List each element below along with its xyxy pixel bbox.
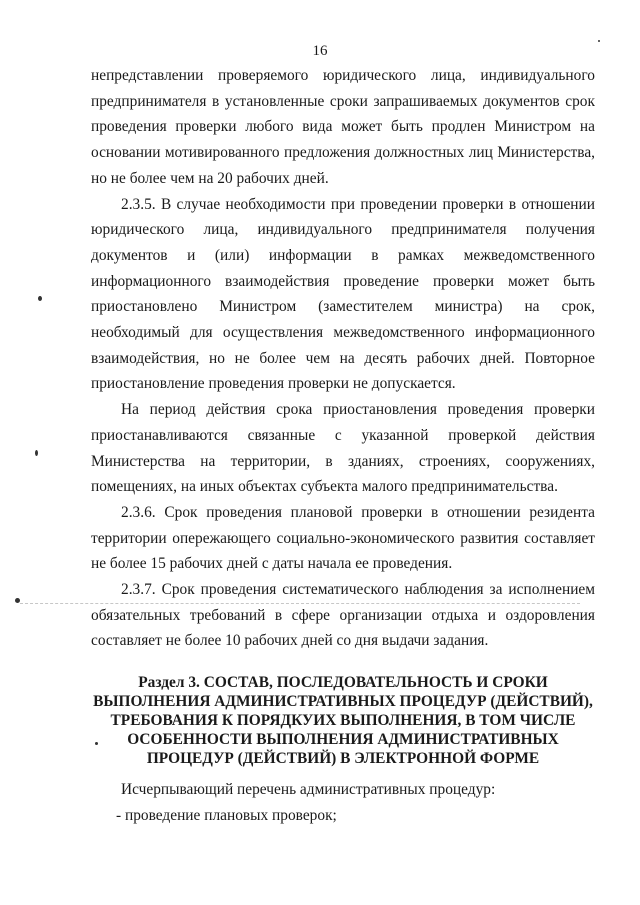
paragraph-suspension-period: На период действия срока приостановления проведения проверки приостанавливаются связанные с указанной проверкой действия Министерства на территории, в зданиях, строениях, сооружениях, помещениях, на иных объектах субъекта малого предпринимательства. [91, 401, 595, 496]
list-intro: Исчерпывающий перечень административных процедур: [121, 781, 496, 798]
section-heading-line: Раздел 3. СОСТАВ, ПОСЛЕДОВАТЕЛЬНОСТЬ И СРОКИ [138, 674, 548, 691]
scan-artifact-line [20, 603, 580, 604]
scan-speck [35, 450, 38, 456]
page-number: 16 [312, 43, 328, 59]
section-heading [91, 673, 595, 768]
section-heading-line: ВЫПОЛНЕНИЯ АДМИНИСТРАТИВНЫХ ПРОЦЕДУР (ДЕЙСТВИЙ), [93, 693, 593, 710]
section-heading-line: ТРЕБОВАНИЯ К ПОРЯДКУИХ ВЫПОЛНЕНИЯ, В ТОМ ЧИСЛЕ [110, 712, 576, 729]
paragraph-continuation: непредставлении проверяемого юридического лица, индивидуального предпринимателя в установленные сроки запрашиваемых документов срок проведения проверки любого вида может быть продлен Министром на основании мотивированного предложения должностных лиц Министерства, но не более чем на 20 рабочих дней. [91, 67, 595, 187]
paragraph-2-3-5: 2.3.5. В случае необходимости при проведении проверки в отношении юридического лица, индивидуального предпринимателя получения документов и (или) информации в рамках межведомственного информационного взаимодействия проведение проверки может быть приостановлено Министром (заместителем министра) на срок, необходимый для осуществления межведомственного информационного взаимодействия, но не более чем на десять рабочих дней. Повторное приостановление проведения проверки не допускается. [91, 195, 595, 393]
list-item: - проведение плановых проверок; [116, 806, 337, 824]
section-heading-line: ПРОЦЕДУР (ДЕЙСТВИЙ) В ЭЛЕКТРОННОЙ ФОРМЕ [146, 750, 540, 767]
paragraph-2-3-7: 2.3.7. Срок проведения систематического наблюдения за исполнением обязательных требований в сфере организации отдыха и оздоровления составляет не более 10 рабочих дней со дня выдачи задания. [91, 581, 595, 650]
scan-speck [15, 598, 20, 603]
scan-speck [598, 40, 600, 42]
body-text [91, 63, 595, 654]
scan-speck [38, 296, 42, 301]
paragraph-2-3-6: 2.3.6. Срок проведения плановой проверки в отношении резидента территории опережающего социально-экономического развития составляет не более 15 рабочих дней с даты начала ее проведения. [91, 503, 595, 573]
procedure-list [91, 777, 595, 828]
section-heading-line: ОСОБЕННОСТИ ВЫПОЛНЕНИЯ АДМИНИСТРАТИВНЫХ [127, 731, 559, 748]
scan-speck [95, 742, 98, 745]
